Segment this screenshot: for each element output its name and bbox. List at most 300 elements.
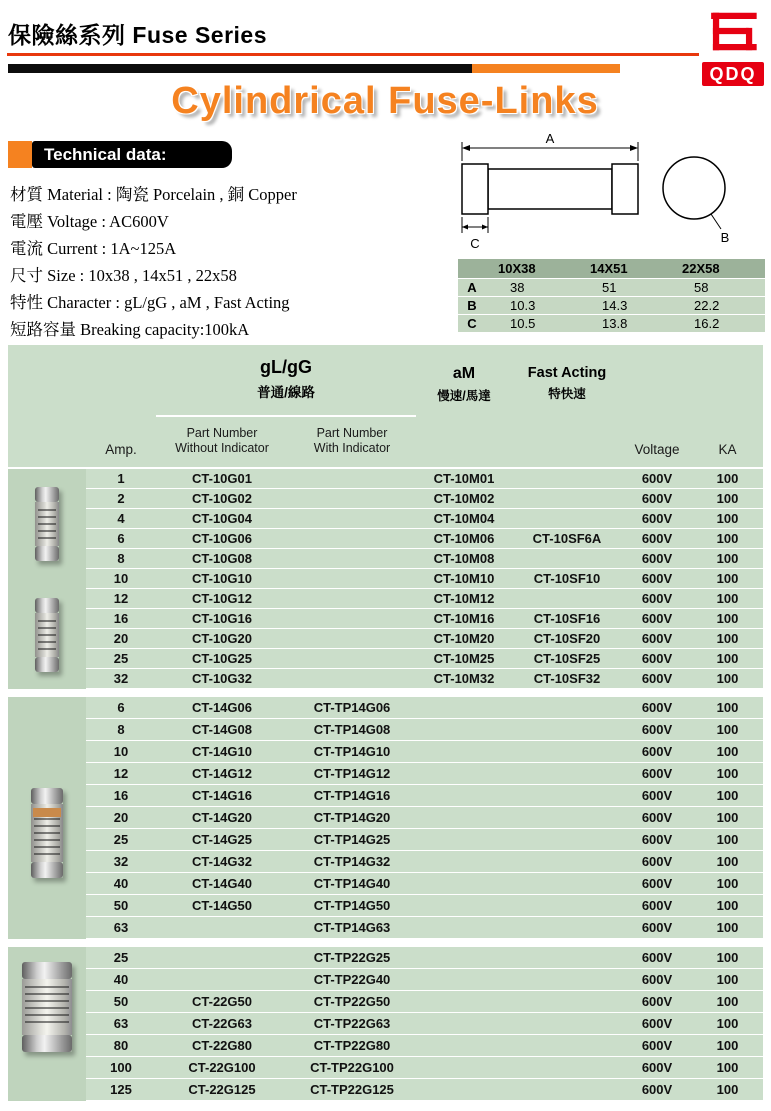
cell-part-number-without-indicator: CT-10G04 <box>192 511 252 526</box>
table-row <box>86 697 763 719</box>
cell-part-number-without-indicator: CT-14G08 <box>192 722 252 737</box>
cell-amp: 25 <box>113 651 129 666</box>
cell-am: CT-10M08 <box>433 551 495 566</box>
cell-ka: 100 <box>716 491 739 506</box>
cell-amp: 63 <box>113 920 129 935</box>
cell-part-number-without-indicator: CT-14G20 <box>192 810 252 825</box>
table-rows <box>86 697 763 939</box>
cell-part-number-with-indicator: CT-TP14G25 <box>313 832 391 847</box>
dim-value: 16.2 <box>694 316 720 331</box>
spec-voltage: 電壓 Voltage : AC600V <box>10 212 169 231</box>
spec-breaking-capacity: 短路容量 Breaking capacity:100kA <box>10 320 250 339</box>
cell-ka: 100 <box>716 551 739 566</box>
cell-am <box>416 741 512 762</box>
table-row <box>86 851 763 873</box>
fuse-dimension-diagram <box>452 130 767 256</box>
dim-row-c <box>458 315 765 332</box>
cell-amp: 125 <box>110 1082 132 1097</box>
fuse-photo-column <box>8 947 86 1101</box>
cell-fast-acting <box>512 469 622 488</box>
cell-am <box>416 763 512 784</box>
cell-ka: 100 <box>716 531 739 546</box>
cell-ka: 100 <box>716 972 739 987</box>
cell-part-number-without-indicator <box>156 969 288 990</box>
cell-voltage: 600V <box>641 471 673 486</box>
cell-amp: 10 <box>113 744 129 759</box>
cell-voltage: 600V <box>641 722 673 737</box>
cell-part-number-without-indicator: CT-10G12 <box>192 591 252 606</box>
cell-fast-acting <box>512 589 622 608</box>
cell-ka: 100 <box>716 1060 739 1075</box>
cell-ka: 100 <box>716 700 739 715</box>
fuse-body <box>35 613 59 657</box>
cell-amp: 80 <box>113 1038 129 1053</box>
cell-amp: 50 <box>113 994 129 1009</box>
cell-ka: 100 <box>716 854 739 869</box>
cell-part-number-without-indicator: CT-14G06 <box>192 700 252 715</box>
cell-amp: 12 <box>113 591 129 606</box>
cell-part-number-without-indicator: CT-14G12 <box>192 766 252 781</box>
group-header-fast-acting <box>512 365 622 402</box>
dim-value: 51 <box>602 280 617 295</box>
qdq-logo <box>702 7 764 87</box>
cell-amp: 20 <box>113 631 129 646</box>
cell-part-number-without-indicator: CT-22G100 <box>188 1060 256 1075</box>
dim-label-a: A <box>545 131 555 146</box>
page-title: 保險絲系列 Fuse Series <box>8 22 268 48</box>
dim-label-c: C <box>470 236 480 251</box>
cell-ka: 100 <box>716 611 739 626</box>
cell-amp: 8 <box>117 551 125 566</box>
cell-ka: 100 <box>716 671 739 686</box>
cell-part-number-with-indicator <box>288 569 416 588</box>
cell-voltage: 600V <box>641 744 673 759</box>
cell-voltage: 600V <box>641 1060 673 1075</box>
cell-fast-acting <box>512 763 622 784</box>
cell-am <box>416 1079 512 1100</box>
dim-value: 58 <box>694 280 709 295</box>
cell-voltage: 600V <box>641 651 673 666</box>
table-rows <box>86 469 763 689</box>
cell-am <box>416 1035 512 1056</box>
cell-part-number-without-indicator: CT-14G16 <box>192 788 252 803</box>
cell-ka: 100 <box>716 471 739 486</box>
group-header-am <box>416 365 512 404</box>
cell-am <box>416 829 512 850</box>
dim-row-label: B <box>467 298 477 313</box>
group-label-cn: 特快速 <box>548 387 586 401</box>
table-row <box>86 829 763 851</box>
dim-col-14x51: 14X51 <box>590 261 628 276</box>
cell-voltage: 600V <box>641 788 673 803</box>
cell-part-number-with-indicator: CT-TP14G63 <box>313 920 391 935</box>
cell-am <box>416 1057 512 1078</box>
cell-part-number-with-indicator <box>288 529 416 548</box>
cell-amp: 63 <box>113 1016 129 1031</box>
cell-amp: 8 <box>117 722 125 737</box>
fuse-photo-22x58 <box>22 962 72 1052</box>
cell-part-number-with-indicator: CT-TP22G50 <box>313 994 391 1009</box>
cell-ka: 100 <box>716 788 739 803</box>
cell-am: CT-10M16 <box>433 611 495 626</box>
col-header-pn-without <box>156 426 288 456</box>
cell-voltage: 600V <box>641 950 673 965</box>
fuse-photo-14x51 <box>31 788 63 878</box>
table-row <box>86 895 763 917</box>
group-label-en: Fast Acting <box>527 365 607 381</box>
cell-amp: 100 <box>110 1060 132 1075</box>
cell-fast-acting <box>512 991 622 1012</box>
cell-part-number-with-indicator: CT-TP22G63 <box>313 1016 391 1031</box>
table-row <box>86 873 763 895</box>
cell-part-number-without-indicator: CT-14G32 <box>192 854 252 869</box>
technical-data-heading: Technical data: <box>32 141 232 168</box>
cell-part-number-with-indicator <box>288 549 416 568</box>
cell-fast-acting <box>512 489 622 508</box>
cell-ka: 100 <box>716 876 739 891</box>
cell-part-number-with-indicator: CT-TP14G08 <box>313 722 391 737</box>
table-section-10x38 <box>8 469 763 689</box>
cell-part-number-without-indicator: CT-22G125 <box>188 1082 256 1097</box>
cell-voltage: 600V <box>641 571 673 586</box>
cell-fast-acting <box>512 697 622 718</box>
cell-ka: 100 <box>716 920 739 935</box>
cell-fast-acting: CT-10SF32 <box>533 671 601 686</box>
cell-voltage: 600V <box>641 1038 673 1053</box>
cell-am <box>416 991 512 1012</box>
cell-amp: 12 <box>113 766 129 781</box>
cell-am <box>416 873 512 894</box>
cell-am <box>416 807 512 828</box>
cell-fast-acting <box>512 741 622 762</box>
qdq-logo-glyph <box>708 7 758 55</box>
table-row <box>86 589 763 609</box>
qdq-logo-text: QDQ <box>702 62 764 86</box>
cell-fast-acting <box>512 1079 622 1100</box>
cell-fast-acting <box>512 1057 622 1078</box>
cell-amp: 32 <box>113 854 129 869</box>
cell-amp: 20 <box>113 810 129 825</box>
cell-amp: 6 <box>117 700 125 715</box>
cell-fast-acting <box>512 1013 622 1034</box>
cell-part-number-with-indicator <box>288 489 416 508</box>
cell-ka: 100 <box>716 1038 739 1053</box>
cell-fast-acting <box>512 829 622 850</box>
spec-character: 特性 Character : gL/gG , aM , Fast Acting <box>10 293 290 312</box>
dim-value: 10.5 <box>510 316 536 331</box>
cell-ka: 100 <box>716 950 739 965</box>
fuse-photo-column <box>8 697 86 939</box>
cell-am <box>416 697 512 718</box>
table-row <box>86 509 763 529</box>
cell-ka: 100 <box>716 1016 739 1031</box>
fuse-cap-top <box>35 487 59 502</box>
dim-value: 10.3 <box>510 298 536 313</box>
cell-part-number-without-indicator: CT-10G01 <box>192 471 252 486</box>
cell-amp: 6 <box>117 531 125 546</box>
cell-fast-acting <box>512 509 622 528</box>
table-row <box>86 969 763 991</box>
cell-part-number-without-indicator: CT-10G08 <box>192 551 252 566</box>
cell-voltage: 600V <box>641 832 673 847</box>
cell-am: CT-10M32 <box>433 671 495 686</box>
table-row <box>86 991 763 1013</box>
cell-voltage: 600V <box>641 972 673 987</box>
table-section-22x58 <box>8 947 763 1101</box>
fuse-cap-bottom <box>22 1035 72 1052</box>
fuse-photo-column <box>8 469 86 689</box>
cell-part-number-with-indicator: CT-TP14G12 <box>313 766 391 781</box>
cell-ka: 100 <box>716 766 739 781</box>
cell-part-number-without-indicator: CT-10G32 <box>192 671 252 686</box>
cell-fast-acting <box>512 807 622 828</box>
dim-label-b: B <box>720 230 730 245</box>
table-row <box>86 1079 763 1101</box>
table-row <box>86 1035 763 1057</box>
col-header-pn-with <box>288 426 416 456</box>
cell-amp: 1 <box>117 471 125 486</box>
group-underline <box>156 415 416 417</box>
cell-fast-acting <box>512 1035 622 1056</box>
table-row <box>86 569 763 589</box>
cell-voltage: 600V <box>641 1016 673 1031</box>
dim-value: 13.8 <box>602 316 628 331</box>
table-row <box>86 669 763 689</box>
cell-part-number-without-indicator: CT-14G10 <box>192 744 252 759</box>
cell-part-number-with-indicator: CT-TP14G10 <box>313 744 391 759</box>
cell-voltage: 600V <box>641 700 673 715</box>
cell-fast-acting: CT-10SF25 <box>533 651 601 666</box>
cell-amp: 10 <box>113 571 129 586</box>
cell-fast-acting <box>512 549 622 568</box>
fuse-cap-top <box>35 598 59 613</box>
header-bar-black <box>8 64 472 73</box>
cell-part-number-with-indicator <box>288 649 416 668</box>
dim-row-label: C <box>467 316 477 331</box>
cell-part-number-with-indicator: CT-TP14G06 <box>313 700 391 715</box>
cell-voltage: 600V <box>641 994 673 1009</box>
cell-am: CT-10M02 <box>433 491 495 506</box>
main-title: Cylindrical Fuse-Links <box>171 80 599 122</box>
spec-current: 電流 Current : 1A~125A <box>10 239 177 258</box>
fuse-cap-top <box>31 788 63 804</box>
cell-part-number-with-indicator: CT-TP22G125 <box>310 1082 394 1097</box>
col-header-line: Without Indicator <box>175 441 269 455</box>
cell-voltage: 600V <box>641 920 673 935</box>
col-header-line: Part Number <box>186 426 258 440</box>
cell-part-number-with-indicator <box>288 509 416 528</box>
table-row <box>86 763 763 785</box>
technical-data-accent <box>8 141 32 168</box>
header-bar-orange <box>472 64 620 73</box>
cell-ka: 100 <box>716 651 739 666</box>
cell-voltage: 600V <box>641 810 673 825</box>
cell-part-number-with-indicator: CT-TP22G80 <box>313 1038 391 1053</box>
dim-row-b <box>458 297 765 314</box>
fuse-body <box>31 804 63 862</box>
dim-value: 22.2 <box>694 298 720 313</box>
cell-part-number-with-indicator: CT-TP14G50 <box>313 898 391 913</box>
table-row <box>86 469 763 489</box>
cell-fast-acting <box>512 895 622 916</box>
cell-part-number-without-indicator: CT-10G10 <box>192 571 252 586</box>
table-row <box>86 529 763 549</box>
cell-fast-acting <box>512 969 622 990</box>
cell-voltage: 600V <box>641 671 673 686</box>
cell-fast-acting <box>512 785 622 806</box>
col-header-amp: Amp. <box>105 442 137 457</box>
col-header-ka: KA <box>718 442 737 457</box>
cell-part-number-with-indicator <box>288 669 416 688</box>
cell-voltage: 600V <box>641 898 673 913</box>
cell-voltage: 600V <box>641 531 673 546</box>
dim-value: 14.3 <box>602 298 628 313</box>
technical-specs <box>10 181 455 343</box>
cell-amp: 25 <box>113 950 129 965</box>
cell-am: CT-10M04 <box>433 511 495 526</box>
cell-part-number-without-indicator: CT-10G25 <box>192 651 252 666</box>
table-row <box>86 719 763 741</box>
table-section-14x51 <box>8 697 763 939</box>
cell-part-number-with-indicator: CT-TP14G16 <box>313 788 391 803</box>
dim-corner-cell <box>458 259 486 278</box>
spec-size: 尺寸 Size : 10x38 , 14x51 , 22x58 <box>10 266 237 285</box>
group-label-cn: 慢速/馬達 <box>437 389 491 403</box>
cell-am: CT-10M10 <box>433 571 495 586</box>
cell-am: CT-10M12 <box>433 591 495 606</box>
cell-part-number-without-indicator: CT-22G80 <box>192 1038 252 1053</box>
cell-am <box>416 947 512 968</box>
fuse-cap-bottom <box>35 546 59 561</box>
fuse-table-body <box>8 469 763 1101</box>
cell-amp: 40 <box>113 876 129 891</box>
table-row <box>86 489 763 509</box>
cell-am: CT-10M20 <box>433 631 495 646</box>
cell-part-number-with-indicator: CT-TP22G100 <box>310 1060 394 1075</box>
cell-ka: 100 <box>716 631 739 646</box>
cell-part-number-without-indicator: CT-10G16 <box>192 611 252 626</box>
cell-part-number-with-indicator: CT-TP14G32 <box>313 854 391 869</box>
cell-part-number-without-indicator: CT-10G20 <box>192 631 252 646</box>
table-row <box>86 785 763 807</box>
cell-ka: 100 <box>716 722 739 737</box>
cell-am: CT-10M25 <box>433 651 495 666</box>
fuse-body <box>22 979 72 1035</box>
cell-voltage: 600V <box>641 876 673 891</box>
cell-am: CT-10M01 <box>433 471 495 486</box>
dim-col-10x38: 10X38 <box>498 261 536 276</box>
cell-am: CT-10M06 <box>433 531 495 546</box>
fuse-photo-10x38 <box>35 487 59 561</box>
cell-amp: 40 <box>113 972 129 987</box>
cell-amp: 16 <box>113 788 129 803</box>
cell-fast-acting: CT-10SF20 <box>533 631 601 646</box>
cell-voltage: 600V <box>641 611 673 626</box>
cell-amp: 25 <box>113 832 129 847</box>
cell-ka: 100 <box>716 832 739 847</box>
cell-part-number-with-indicator <box>288 609 416 628</box>
cell-part-number-without-indicator: CT-10G02 <box>192 491 252 506</box>
cell-ka: 100 <box>716 591 739 606</box>
cell-part-number-without-indicator: CT-14G40 <box>192 876 252 891</box>
spec-material: 材質 Material : 陶瓷 Porcelain , 銅 Copper <box>10 185 297 204</box>
cell-part-number-without-indicator: CT-14G25 <box>192 832 252 847</box>
cell-fast-acting <box>512 851 622 872</box>
cell-ka: 100 <box>716 571 739 586</box>
table-row <box>86 741 763 763</box>
cell-ka: 100 <box>716 1082 739 1097</box>
fuse-body <box>35 502 59 546</box>
fuse-cap-top <box>22 962 72 979</box>
cell-am <box>416 895 512 916</box>
cell-fast-acting <box>512 873 622 894</box>
cell-voltage: 600V <box>641 491 673 506</box>
cell-am <box>416 851 512 872</box>
cell-part-number-without-indicator: CT-14G50 <box>192 898 252 913</box>
cell-voltage: 600V <box>641 511 673 526</box>
cell-voltage: 600V <box>641 766 673 781</box>
table-row <box>86 947 763 969</box>
cell-fast-acting: CT-10SF6A <box>532 531 602 546</box>
header-rule <box>7 53 699 56</box>
cell-fast-acting <box>512 719 622 740</box>
col-header-line: With Indicator <box>313 441 391 455</box>
cell-part-number-with-indicator: CT-TP14G40 <box>313 876 391 891</box>
cell-fast-acting: CT-10SF16 <box>533 611 601 626</box>
cell-voltage: 600V <box>641 591 673 606</box>
dimension-table-header <box>458 259 765 278</box>
cell-fast-acting <box>512 947 622 968</box>
dim-col-22x58: 22X58 <box>682 261 720 276</box>
cell-part-number-with-indicator: CT-TP22G40 <box>313 972 391 987</box>
cell-am <box>416 969 512 990</box>
cell-part-number-with-indicator <box>288 589 416 608</box>
cell-ka: 100 <box>716 898 739 913</box>
group-label-en: aM <box>452 365 476 382</box>
cell-voltage: 600V <box>641 854 673 869</box>
col-header-line: Part Number <box>316 426 388 440</box>
cell-fast-acting: CT-10SF10 <box>533 571 601 586</box>
dimension-table <box>458 259 765 333</box>
dim-row-a <box>458 279 765 296</box>
cell-ka: 100 <box>716 994 739 1009</box>
cell-am <box>416 917 512 938</box>
cell-am <box>416 785 512 806</box>
cell-amp: 32 <box>113 671 129 686</box>
table-row <box>86 609 763 629</box>
dim-row-label: A <box>467 280 477 295</box>
cell-part-number-without-indicator <box>156 917 288 938</box>
cell-ka: 100 <box>716 511 739 526</box>
cell-part-number-with-indicator <box>288 629 416 648</box>
cell-part-number-with-indicator <box>288 469 416 488</box>
table-row <box>86 917 763 939</box>
fuse-dimension-drawing <box>452 130 767 256</box>
col-header-voltage: Voltage <box>634 442 680 457</box>
table-row <box>86 807 763 829</box>
table-row <box>86 1057 763 1079</box>
table-row <box>86 649 763 669</box>
fuse-table-header <box>8 345 763 469</box>
group-header-glgg <box>156 357 416 401</box>
table-row <box>86 1013 763 1035</box>
cell-part-number-without-indicator <box>156 947 288 968</box>
fuse-photo-10x38 <box>35 598 59 672</box>
table-row <box>86 629 763 649</box>
fuse-cap-bottom <box>31 862 63 878</box>
dim-value: 38 <box>510 280 525 295</box>
cell-part-number-without-indicator: CT-22G63 <box>192 1016 252 1031</box>
